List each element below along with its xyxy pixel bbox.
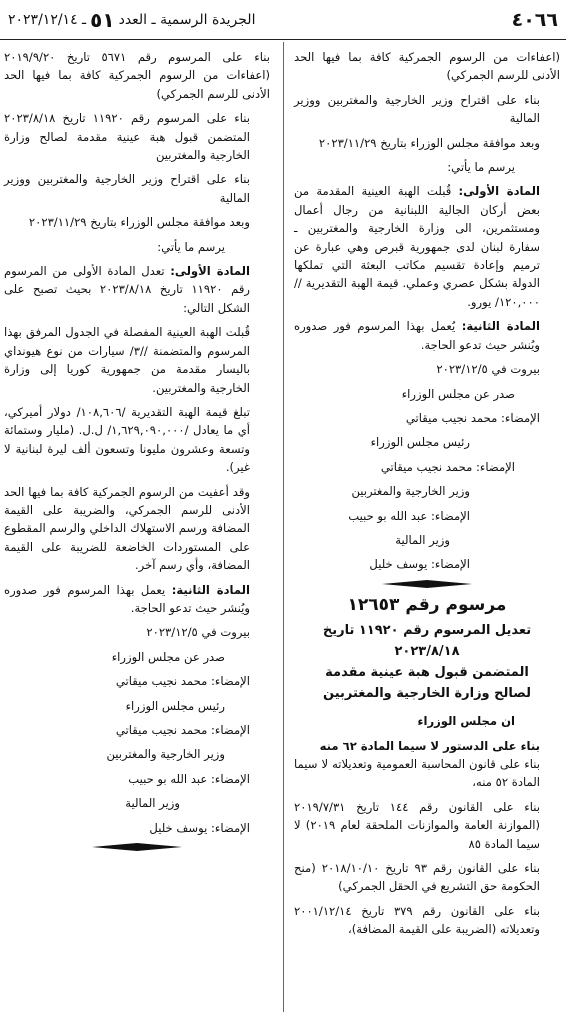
article-text: يعمل بهذا المرسوم فور صدوره ويُنشر حيث تدعو الحاجة. — [4, 582, 250, 615]
official-title: وزير الخارجية والمغتربين — [351, 484, 470, 499]
subtitle-line: لصالح وزارة الخارجية والمغتربين — [323, 686, 531, 702]
decree-subtitle — [294, 620, 560, 704]
paragraph: بناء على اقتراح وزير الخارجية والمغتربين ووزير المالية — [4, 172, 250, 205]
article-label: المادة الأولى: — [170, 264, 250, 279]
signature: الإمضاء: يوسف خليل — [369, 557, 470, 572]
article-label: المادة الثانية: — [461, 319, 540, 334]
signature: الإمضاء: عبد الله بو حبيب — [128, 771, 250, 786]
basis-line: بناء على القانون رقم ١٤٤ تاريخ ٢٠١٩/٧/٣١ (الموازنة العامة والموازنات الملحقة لعام ٢٠١٩) لا سيما المادة ٨٥ — [294, 799, 541, 851]
decree-title: مرسوم رقم ١٢٦٥٣ — [347, 594, 507, 615]
issued-line: صدر عن مجلس الوزراء — [111, 649, 225, 664]
subtitle-line: تعديل المرسوم رقم ١١٩٢٠ تاريخ ٢٠٢٣/٨/١٨ — [322, 623, 532, 660]
official-title: رئيس مجلس الوزراء — [125, 698, 225, 713]
page-header — [0, 0, 566, 40]
paragraph: بناء على اقتراح وزير الخارجية والمغتربين ووزير المالية — [294, 92, 540, 126]
official-title: وزير المالية — [395, 532, 450, 547]
signature: الإمضاء: يوسف خليل — [149, 820, 250, 835]
journal-info — [8, 8, 255, 32]
issue-date: ـ ٢٠٢٣/١٢/١٤ — [8, 11, 87, 28]
issued-line: صدر عن مجلس الوزراء — [401, 386, 515, 401]
article-label: المادة الثانية: — [171, 582, 250, 597]
article-1 — [294, 182, 560, 311]
paragraph: بناء على المرسوم رقم ٥٦٧١ تاريخ ٢٠١٩/٩/٢٠ (اعفاءات من الرسوم الجمركية كافة بما فيها الحد الأدنى للرسم الجمركي) — [4, 50, 270, 101]
signature: الإمضاء: عبد الله بو حبيب — [348, 508, 470, 523]
article-text: يُعمل بهذا المرسوم فور صدوره ويُنشر حيث تدعو الحاجة. — [294, 319, 540, 352]
decree-line: يرسم ما يأتي: — [447, 160, 515, 175]
official-title: وزير الخارجية والمغتربين — [106, 747, 225, 762]
date-line: بيروت في ٢٠٢٣/١٢/٥ — [146, 625, 250, 640]
signature: الإمضاء: محمد نجيب ميقاتي — [115, 674, 250, 689]
article-text: قُبلت الهبة العينية المقدمة من بعض أركان الجالية اللبنانية من رجال أعمال ومستثمرين، الى وزارة الخارجية والمغتربين ـ سفارة لبنان لدى جمهورية قبرص وهي عبارة عن ترميم وإعادة تقسيم مكاتب البعثة التي تملكها الدولة بشكل عصري وعملي. قيمة الهبة التقديرية //١٢٠,٠٠٠/ يورو. — [294, 184, 540, 309]
signature: الإمضاء: محمد نجيب ميقاتي — [405, 410, 540, 425]
signature: الإمضاء: محمد نجيب ميقاتي — [115, 723, 250, 737]
left-column — [4, 48, 270, 859]
article-label: المادة الأولى: — [458, 184, 540, 199]
council-line: ان مجلس الوزراء — [417, 714, 515, 729]
signature: الإمضاء: محمد نجيب ميقاتي — [380, 459, 515, 474]
official-title: وزير المالية — [125, 796, 180, 811]
quoted-paragraph: قُبلت الهبة العينية المفصلة في الجدول المرفق بهذا المرسوم والمتضمنة //٣/ سيارات من نوع هيونداي باليسار مقدمة من جمهورية كوريا إلى وزارة الخارجية والمغتربين. — [4, 325, 250, 395]
basis-line: بناء على قانون المحاسبة العمومية وتعديلاته لا سيما المادة ٥٢ منه، — [294, 756, 540, 790]
decree-line: يرسم ما يأتي: — [157, 239, 225, 254]
article-2 — [4, 581, 270, 618]
issue-number: ٥١ — [90, 7, 115, 32]
official-title: رئيس مجلس الوزراء — [370, 435, 470, 450]
paragraph: بناء على المرسوم رقم ١١٩٢٠ تاريخ ٢٠٢٣/٨/١٨ المتضمن قبول هبة عينية مقدمة لصالح وزارة الخارجية والمغتربين — [4, 111, 250, 163]
right-column — [294, 48, 560, 945]
paragraph: وبعد موافقة مجلس الوزراء بتاريخ ٢٠٢٣/١١/٢٩ — [28, 215, 250, 230]
separator-ornament — [382, 580, 472, 588]
basis-line: بناء على القانون رقم ٩٣ تاريخ ٢٠١٨/١٠/١٠ (منح الحكومة حق التشريع في الحقل الجمركي) — [294, 861, 540, 894]
subtitle-line: المتضمن قبول هبة عينية مقدمة — [325, 665, 529, 681]
date-line: بيروت في ٢٠٢٣/١٢/٥ — [436, 362, 540, 377]
page-number: ٤٠٦٦ — [511, 8, 558, 31]
basis-line: بناء على الدستور لا سيما المادة ٦٢ منه — [319, 738, 540, 753]
separator-ornament — [92, 843, 182, 851]
article-text: تعدل المادة الأولى من المرسوم رقم ١١٩٢٠ تاريخ ٢٠٢٣/٨/١٨ بحيث تصبح على الشكل التالي: — [4, 264, 250, 315]
quoted-paragraph: وقد أعفيت من الرسوم الجمركية كافة بما فيها الحد الأدنى للرسم الجمركي، والضريبة على القيمة المضافة ورسم الاستهلاك الداخلي والرسم المقطوع على المستوردات الخاضعة للضريبة على القيمة المضافة، وأي رسم آخر. — [4, 484, 250, 573]
quoted-paragraph: تبلغ قيمة الهبة التقديرية /١٠٨,٦٠٦/ دولار أميركي، أي ما يعادل /١,٦٢٩,٠٩٠,٠٠٠/ ل.ل. (مليار وستمائة وتسعة وعشرون مليونا وتسعون ألف ليرة لبنانية لا غير). — [4, 404, 250, 475]
basis-line: بناء على القانون رقم ٣٧٩ تاريخ ٢٠٠١/١٢/١٤ وتعديلاته (الضريبة على القيمة المضافة)، — [294, 903, 540, 937]
column-divider — [283, 42, 284, 1012]
article-1 — [4, 262, 270, 317]
journal-title: الجريدة الرسمية ـ العدد — [118, 11, 256, 28]
article-2 — [294, 317, 560, 354]
paragraph: (اعفاءات من الرسوم الجمركية كافة بما فيها الحد الأدنى للرسم الجمركي) — [294, 50, 560, 83]
paragraph: وبعد موافقة مجلس الوزراء بتاريخ ٢٠٢٣/١١/٢٩ — [318, 135, 540, 150]
